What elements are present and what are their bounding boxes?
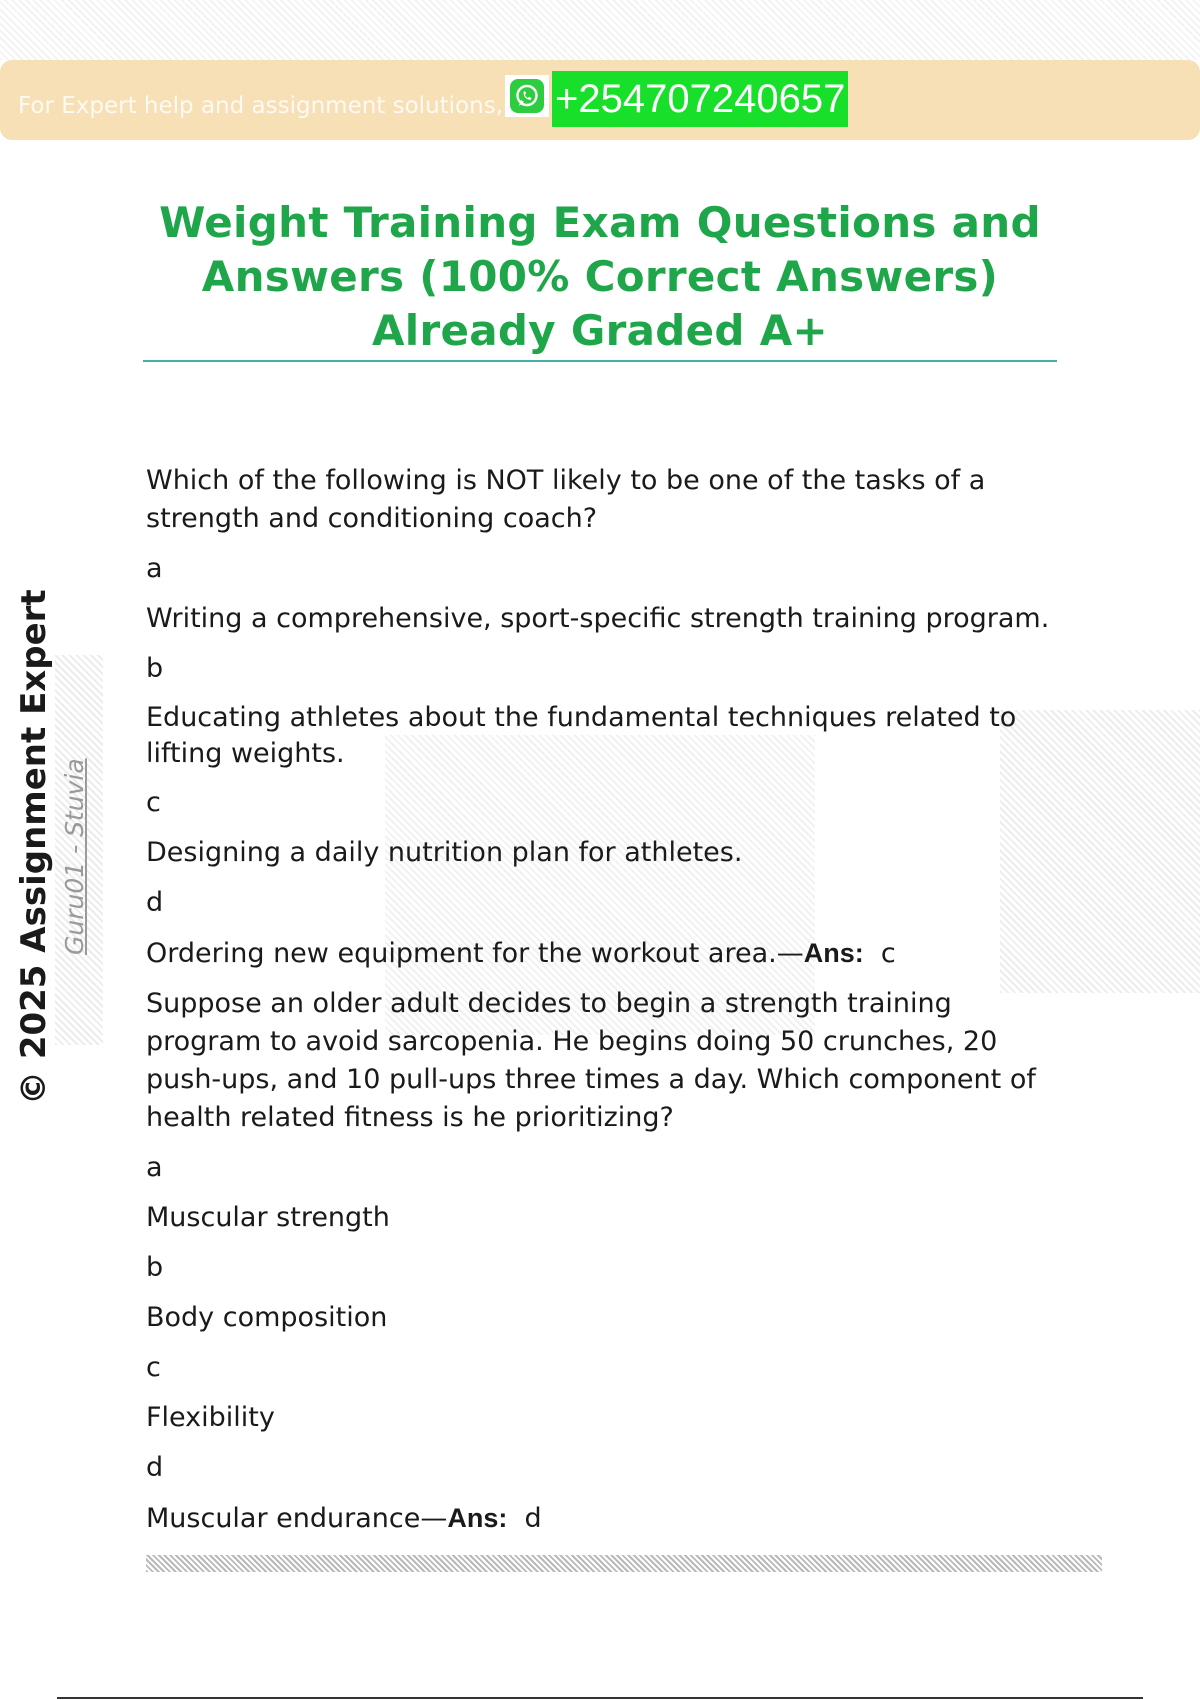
option-letter: b <box>146 653 164 684</box>
option-letter: b <box>146 1252 164 1283</box>
option-text: Ordering new equipment for the workout area.— <box>146 938 804 969</box>
phone-handset-icon <box>514 83 540 109</box>
author-watermark: Guru01 - Stuvia <box>60 758 89 955</box>
option-text: Muscular endurance— <box>146 1503 448 1534</box>
question-prompt: Suppose an older adult decides to begin a strength training program to avoid sarcopenia. He begins doing 50 crunches, 20 push-ups, and 10 pull-ups three times a day. Which component of health related fitness is he prioritizing? <box>146 988 1045 1133</box>
option-letter: c <box>146 787 161 818</box>
answer-value: c <box>880 938 896 969</box>
question-list <box>146 462 1066 1550</box>
promo-banner-text: For Expert help and assignment solutions, <box>18 93 503 119</box>
footer-divider <box>57 1697 1143 1699</box>
answer-line <box>146 934 1066 973</box>
answer-line <box>146 1499 1066 1538</box>
whatsapp-icon-badge <box>510 79 544 113</box>
option-text: Muscular strength <box>146 1202 390 1233</box>
whatsapp-icon[interactable] <box>505 75 549 117</box>
option-letter: d <box>146 887 164 918</box>
bottom-watermark-pattern <box>146 1555 1102 1572</box>
answer-value: d <box>524 1503 542 1534</box>
title-underline <box>143 360 1057 362</box>
answer-label: Ans: <box>803 938 864 968</box>
question-prompt: Which of the following is NOT likely to be one of the tasks of a strength and conditioning coach? <box>146 465 994 534</box>
option-text: Body composition <box>146 1302 388 1333</box>
option-letter: a <box>146 1152 163 1183</box>
option-text: Flexibility <box>146 1402 275 1433</box>
copyright-watermark: © 2025 Assignment Expert <box>14 589 54 1105</box>
option-text: Educating athletes about the fundamental techniques related to lifting weights. <box>146 702 1025 769</box>
contact-phone-number[interactable]: +254707240657 <box>552 71 848 127</box>
answer-label: Ans: <box>447 1503 508 1533</box>
header-watermark-pattern <box>0 0 1200 60</box>
option-text: Writing a comprehensive, sport-specific strength training program. <box>146 603 1050 634</box>
option-letter: c <box>146 1352 161 1383</box>
document-title: Weight Training Exam Questions and Answers (100% Correct Answers) Already Graded A+ <box>159 198 1041 355</box>
option-letter: a <box>146 553 163 584</box>
option-letter: d <box>146 1452 164 1483</box>
option-text: Designing a daily nutrition plan for athletes. <box>146 837 743 868</box>
